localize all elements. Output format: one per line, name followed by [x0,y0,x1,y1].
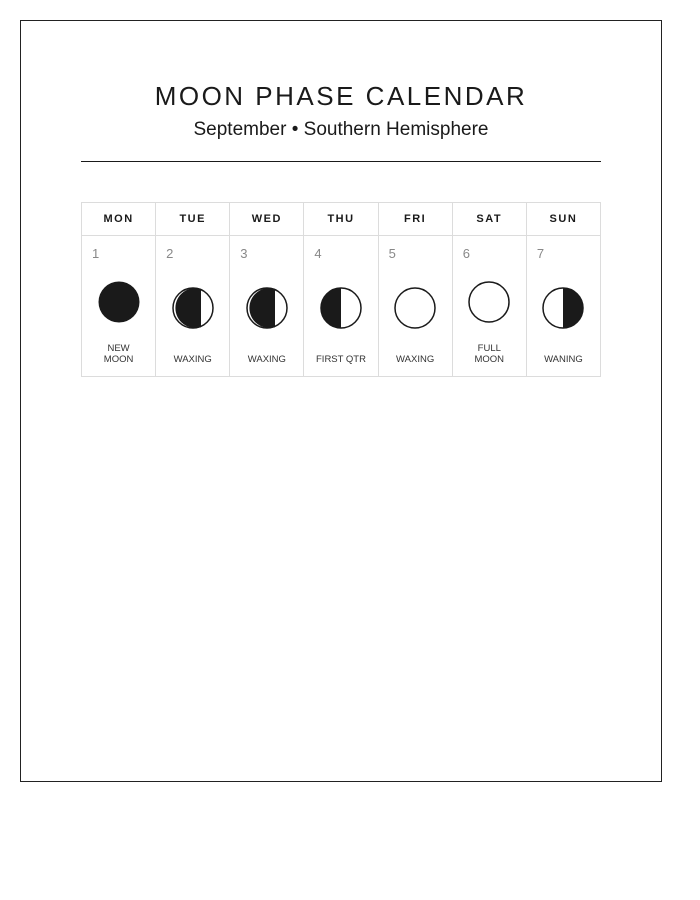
day-number: 5 [388,246,396,261]
weekday-header-row [82,203,601,236]
phase-label: FULL MOON [474,343,505,365]
phase-label: WAXING [247,354,286,365]
phase-label: WAXING [173,354,212,365]
weekday-fri: FRI [378,203,452,236]
day-number: 1 [92,246,100,261]
page-subtitle: September • Southern Hemisphere [193,119,489,140]
phase-label: FIRST QTR [316,354,366,365]
day-number: 3 [240,246,248,261]
week-row [82,236,601,377]
day-cell [82,236,156,377]
day-cell [304,236,378,377]
waxing-moon-icon [172,287,214,329]
day-number: 4 [314,246,322,261]
first-quarter-moon-icon [320,287,362,329]
day-number: 6 [462,246,470,261]
phase-label: WANING [544,354,583,365]
phase-label: NEW MOON [103,343,134,365]
weekday-wed: WED [230,203,304,236]
page-title: MOON PHASE CALENDAR [154,81,528,111]
day-cell [156,236,230,377]
waning-moon-icon [542,287,584,329]
day-number: 2 [166,246,174,261]
waxing-moon-icon [246,287,288,329]
weekday-sat: SAT [452,203,526,236]
calendar-page [20,20,662,782]
title-divider [81,161,601,162]
waxing-moon-icon [394,287,436,329]
day-cell [378,236,452,377]
weekday-tue: TUE [156,203,230,236]
day-number: 7 [536,246,545,261]
phase-label: WAXING [396,354,435,365]
day-cell [526,236,600,377]
weekday-sun: SUN [526,203,600,236]
day-cell [452,236,526,377]
new-moon-icon [98,281,140,323]
moon-calendar-table [81,202,601,377]
day-cell [230,236,304,377]
full-moon-icon [468,281,510,323]
weekday-thu: THU [304,203,378,236]
weekday-mon: MON [82,203,156,236]
